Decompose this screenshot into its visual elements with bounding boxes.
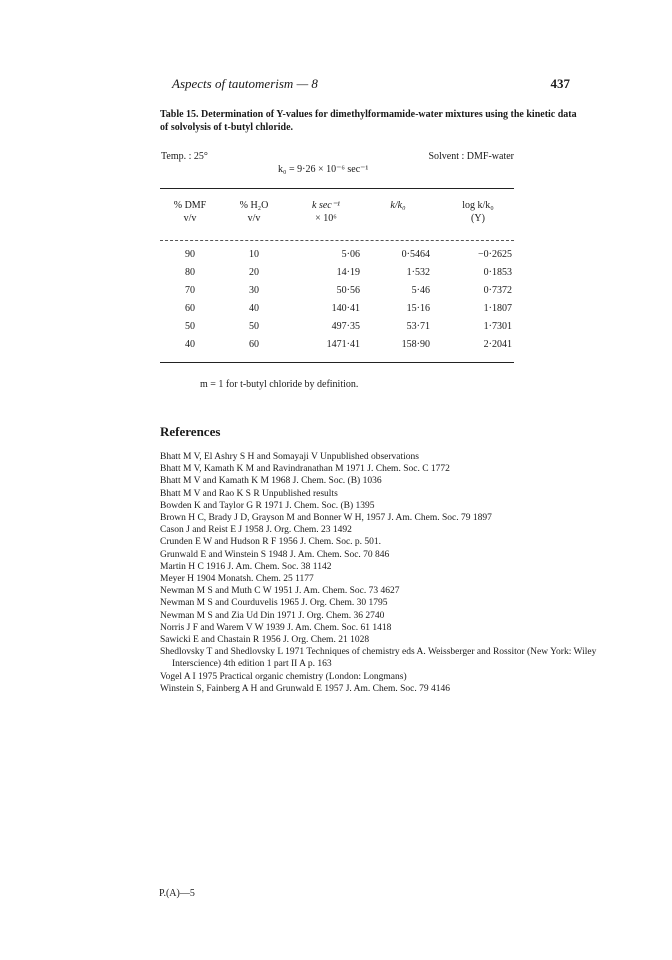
references-heading: References	[160, 424, 221, 439]
reference-item: Sawicki E and Chastain R 1956 J. Org. Chem. 21 1028	[160, 635, 370, 646]
table-row: 90 10 5·06 0·5464 −0·2625	[185, 249, 512, 260]
reference-item: Bhatt M V and Rao K S R Unpublished results	[160, 488, 338, 499]
reference-item: Brown H C, Brady J D, Grayson M and Bonner W H, 1957 J. Am. Chem. Soc. 79 1897	[160, 513, 492, 524]
table-caption	[160, 108, 580, 134]
reference-item: Bhatt M V, Kamath K M and Ravindranathan M 1971 J. Chem. Soc. C 1772	[160, 464, 450, 475]
running-head	[172, 76, 570, 92]
reference-item: Shedlovsky T and Shedlovsky L 1971 Techniques of chemistry eds A. Weissberger and Rossitor (New York: Wiley Interscience) 4th edition 1 part II A p. 163	[160, 647, 597, 670]
table-caption-text: Determination of Y-values for dimethylformamide-water mixtures using the kinetic data of solvolysis of t-butyl chloride.	[160, 109, 577, 133]
column-header-water: % H₂O v/v	[239, 200, 269, 224]
table-top-rule	[160, 188, 514, 189]
table-bottom-rule	[160, 362, 514, 363]
k0-value: k₀ = 9·26 × 10⁻⁶ sec⁻¹	[278, 164, 369, 175]
column-header-k-ratio: k/k₀	[390, 200, 406, 211]
page-number: 437	[550, 76, 570, 91]
reference-item: Newman M S and Courduvelis 1965 J. Org. Chem. 30 1795	[160, 598, 388, 609]
table-header-rule	[160, 240, 514, 241]
table-body	[160, 249, 514, 357]
column-header-log-k-ratio: log k/k₀ (Y)	[462, 200, 494, 224]
solvent-label: Solvent : DMF-water	[428, 151, 514, 162]
running-head-title: Aspects of tautomerism — 8	[172, 76, 318, 91]
reference-item: Newman M S and Zia Ud Din 1971 J. Org. Chem. 36 2740	[160, 610, 385, 621]
reference-item: Grunwald E and Winstein S 1948 J. Am. Chem. Soc. 70 846	[160, 549, 390, 560]
temperature-label: Temp. : 25°	[161, 151, 208, 162]
reference-item: Cason J and Reist E J 1958 J. Org. Chem. 23 1492	[160, 525, 352, 536]
reference-item: Bhatt M V, El Ashry S H and Somayaji V Unpublished observations	[160, 452, 419, 462]
reference-item: Crunden E W and Hudson R F 1956 J. Chem. Soc. p. 501.	[160, 537, 382, 548]
reference-item: Vogel A I 1975 Practical organic chemistry (London: Longmans)	[160, 671, 407, 682]
table-label: Table 15.	[160, 109, 199, 120]
table-row: 80 20 14·19 1·532 0·1853	[185, 267, 512, 278]
reference-item: Newman M S and Muth C W 1951 J. Am. Chem. Soc. 73 4627	[160, 586, 400, 597]
table-row: 40 60 1471·41 158·90 2·2041	[185, 339, 512, 350]
reference-item: Winstein S, Fainberg A H and Grunwald E 1957 J. Am. Chem. Soc. 79 4146	[160, 683, 450, 694]
reference-item: Bhatt M V and Kamath K M 1968 J. Chem. Soc. (B) 1036	[160, 476, 382, 487]
column-header-k: k sec⁻¹ × 10⁶	[312, 200, 340, 224]
table-conditions	[160, 151, 514, 185]
table-row: 50 50 497·35 53·71 1·7301	[185, 321, 512, 332]
table-row: 70 30 50·56 5·46 0·7372	[185, 285, 512, 296]
column-header-dmf: % DMF v/v	[173, 200, 207, 224]
reference-item: Bowden K and Taylor G R 1971 J. Chem. Soc. (B) 1395	[160, 500, 375, 511]
references-list	[160, 451, 600, 695]
reference-item: Martin H C 1916 J. Am. Chem. Soc. 38 1142	[160, 561, 332, 572]
reference-item: Meyer H 1904 Monatsh. Chem. 25 1177	[160, 574, 314, 585]
table-footnote: m = 1 for t-butyl chloride by definition.	[200, 379, 359, 390]
page-footer: P.(A)—5	[159, 888, 195, 899]
table-row: 60 40 140·41 15·16 1·1807	[185, 303, 512, 314]
reference-item: Norris J F and Warem V W 1939 J. Am. Chem. Soc. 61 1418	[160, 622, 392, 633]
